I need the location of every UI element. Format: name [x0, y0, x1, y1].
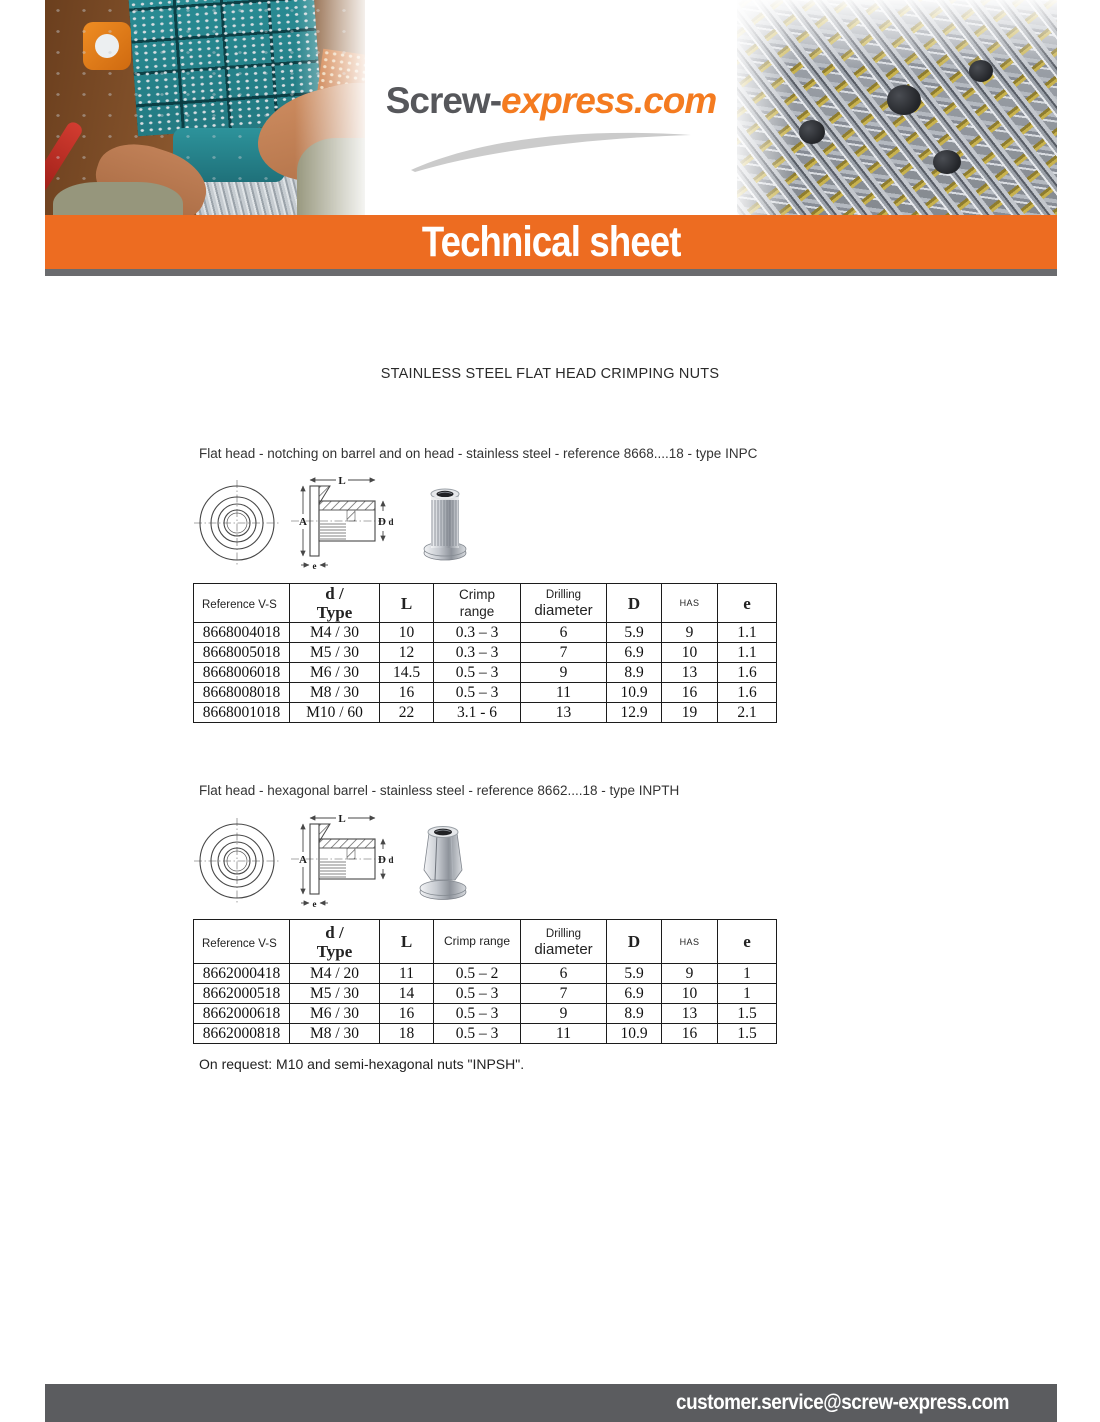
table-cell: 0.5 – 3	[434, 984, 521, 1004]
table-cell: 10.9	[607, 683, 662, 703]
table-cell: 8668001018	[194, 703, 290, 723]
table-cell: 8668004018	[194, 623, 290, 643]
table-cell: 11	[380, 964, 434, 984]
table-cell: M4 / 30	[290, 623, 380, 643]
table-cell: 1.5	[718, 1004, 777, 1024]
table-cell: 12.9	[607, 703, 662, 723]
table-cell: 8668005018	[194, 643, 290, 663]
table-row	[194, 964, 777, 984]
table-cell: M8 / 30	[290, 683, 380, 703]
table-cell: M5 / 30	[290, 984, 380, 1004]
section-heading-inpth: Flat head - hexagonal barrel - stainless steel - reference 8662....18 - type INPTH	[199, 783, 680, 798]
table-cell: 11	[521, 1024, 607, 1044]
table-cell: M10 / 60	[290, 703, 380, 723]
screw-head	[799, 120, 825, 144]
table-cell: 16	[662, 1024, 718, 1044]
table-body	[194, 964, 777, 1044]
screw-pile-photo	[737, 0, 1057, 215]
table-cell: M5 / 30	[290, 643, 380, 663]
column-header: L	[380, 920, 434, 964]
table-body	[194, 623, 777, 723]
table-cell: 6	[521, 623, 607, 643]
page-title: STAINLESS STEEL FLAT HEAD CRIMPING NUTS	[380, 366, 720, 382]
table-row	[194, 643, 777, 663]
table-cell: 0.5 – 3	[434, 1004, 521, 1024]
column-header: e	[718, 920, 777, 964]
table-cell: 8662000618	[194, 1004, 290, 1024]
table-header-row	[194, 920, 777, 964]
table-cell: 8.9	[607, 663, 662, 683]
table-cell: 9	[521, 663, 607, 683]
table-cell: 0.5 – 3	[434, 1024, 521, 1044]
table-header-row	[194, 584, 777, 623]
table-row	[194, 683, 777, 703]
dim-label-e: e	[312, 899, 317, 909]
table-cell: 13	[662, 663, 718, 683]
table-cell: 8.9	[607, 1004, 662, 1024]
table-cell: 1.1	[718, 623, 777, 643]
column-header: d / Type	[290, 920, 380, 964]
screw-head	[969, 60, 993, 82]
table-cell: 10.9	[607, 1024, 662, 1044]
table-cell: 16	[380, 1004, 434, 1024]
footer-email[interactable]: customer.service@screw-express.com	[675, 1391, 1009, 1414]
table-cell: 5.9	[607, 964, 662, 984]
spec-table-inpc	[193, 583, 777, 723]
table-cell: 10	[380, 623, 434, 643]
table-cell: 19	[662, 703, 718, 723]
table-cell: 8668008018	[194, 683, 290, 703]
table-cell: 1.5	[718, 1024, 777, 1044]
logo-text-screw: Screw-	[385, 80, 502, 121]
dim-label-L: L	[338, 813, 346, 825]
table-cell: 0.3 – 3	[434, 623, 521, 643]
table-cell: 14	[380, 984, 434, 1004]
dim-label-d: d	[388, 855, 394, 865]
table-cell: 8668006018	[194, 663, 290, 683]
banner-title: Technical sheet	[421, 218, 681, 266]
table-cell: 0.5 – 3	[434, 663, 521, 683]
table-cell: 11	[521, 683, 607, 703]
cross-section-drawing-inpc	[290, 474, 400, 574]
cross-section-drawing-inpth	[290, 812, 400, 912]
product-photo-round-nut	[416, 480, 474, 566]
product-photo-hex-nut	[412, 818, 476, 906]
dim-label-e: e	[312, 561, 317, 571]
table-row	[194, 703, 777, 723]
table-cell: 1.6	[718, 663, 777, 683]
table-cell: 0.5 – 3	[434, 683, 521, 703]
table-row	[194, 984, 777, 1004]
spec-table-inpth	[193, 919, 777, 1044]
photo-fade	[295, 0, 365, 215]
header-strip	[45, 0, 1057, 215]
table-cell: 1.1	[718, 643, 777, 663]
table-cell: M6 / 30	[290, 663, 380, 683]
footer-bar	[45, 1384, 1057, 1422]
table-cell: 7	[521, 643, 607, 663]
table-row	[194, 623, 777, 643]
table-cell: 0.3 – 3	[434, 643, 521, 663]
logo-area	[365, 0, 737, 215]
table-row	[194, 663, 777, 683]
table-cell: 3.1 - 6	[434, 703, 521, 723]
column-header: HAS	[662, 920, 718, 964]
logo-text-express: express.com	[501, 80, 717, 121]
column-header: Crimp range	[434, 584, 521, 623]
technical-sheet-banner	[45, 215, 1057, 269]
divider-stripe	[45, 269, 1057, 276]
brand-logo	[365, 80, 737, 122]
dim-label-A: A	[299, 854, 307, 866]
table-cell: 8662000818	[194, 1024, 290, 1044]
dim-label-L: L	[338, 475, 346, 487]
table-cell: 5.9	[607, 623, 662, 643]
table-cell: M6 / 30	[290, 1004, 380, 1024]
column-header: Drilling diameter	[521, 584, 607, 623]
table-cell: 9	[662, 623, 718, 643]
table-cell: M4 / 20	[290, 964, 380, 984]
column-header: Reference V-S	[194, 584, 290, 623]
dim-label-A: A	[299, 516, 307, 528]
front-view-drawing-inpc	[192, 478, 282, 568]
logo-swoosh-icon	[393, 122, 709, 174]
table-cell: 10	[662, 643, 718, 663]
table-cell: 7	[521, 984, 607, 1004]
table-cell: 6	[521, 964, 607, 984]
table-cell: 2.1	[718, 703, 777, 723]
column-header: Drilling diameter	[521, 920, 607, 964]
screw-head	[933, 150, 961, 174]
table-cell: M8 / 30	[290, 1024, 380, 1044]
screw-head	[887, 85, 921, 115]
table-cell: 12	[380, 643, 434, 663]
table-cell: 16	[380, 683, 434, 703]
table-row	[194, 1024, 777, 1044]
table-cell: 16	[662, 683, 718, 703]
workbench-photo	[45, 0, 365, 215]
table-cell: 10	[662, 984, 718, 1004]
table-cell: 18	[380, 1024, 434, 1044]
table-cell: 9	[662, 964, 718, 984]
table-row	[194, 1004, 777, 1024]
table-cell: 13	[662, 1004, 718, 1024]
sleeve-left	[53, 182, 183, 215]
table-cell: 1	[718, 984, 777, 1004]
table-cell: 13	[521, 703, 607, 723]
front-view-drawing-inpth	[192, 816, 282, 906]
table-cell: 6.9	[607, 984, 662, 1004]
table-cell: 1	[718, 964, 777, 984]
table-cell: 9	[521, 1004, 607, 1024]
table-cell: 8662000418	[194, 964, 290, 984]
table-cell: 22	[380, 703, 434, 723]
column-header: Crimp range	[434, 920, 521, 964]
table-cell: 6.9	[607, 643, 662, 663]
dim-label-D: D	[378, 854, 386, 866]
table-cell: 0.5 – 2	[434, 964, 521, 984]
table-cell: 1.6	[718, 683, 777, 703]
column-header: L	[380, 584, 434, 623]
column-header: D	[607, 584, 662, 623]
column-header: e	[718, 584, 777, 623]
table-cell: 8662000518	[194, 984, 290, 1004]
section-heading-inpc: Flat head - notching on barrel and on head - stainless steel - reference 8668....18 - type INPC	[199, 446, 758, 461]
column-header: HAS	[662, 584, 718, 623]
on-request-note: On request: M10 and semi-hexagonal nuts "INPSH".	[199, 1056, 525, 1072]
dim-label-D: D	[378, 516, 386, 528]
table-cell: 14.5	[380, 663, 434, 683]
column-header: D	[607, 920, 662, 964]
column-header: Reference V-S	[194, 920, 290, 964]
dim-label-d: d	[388, 517, 394, 527]
column-header: d / Type	[290, 584, 380, 623]
